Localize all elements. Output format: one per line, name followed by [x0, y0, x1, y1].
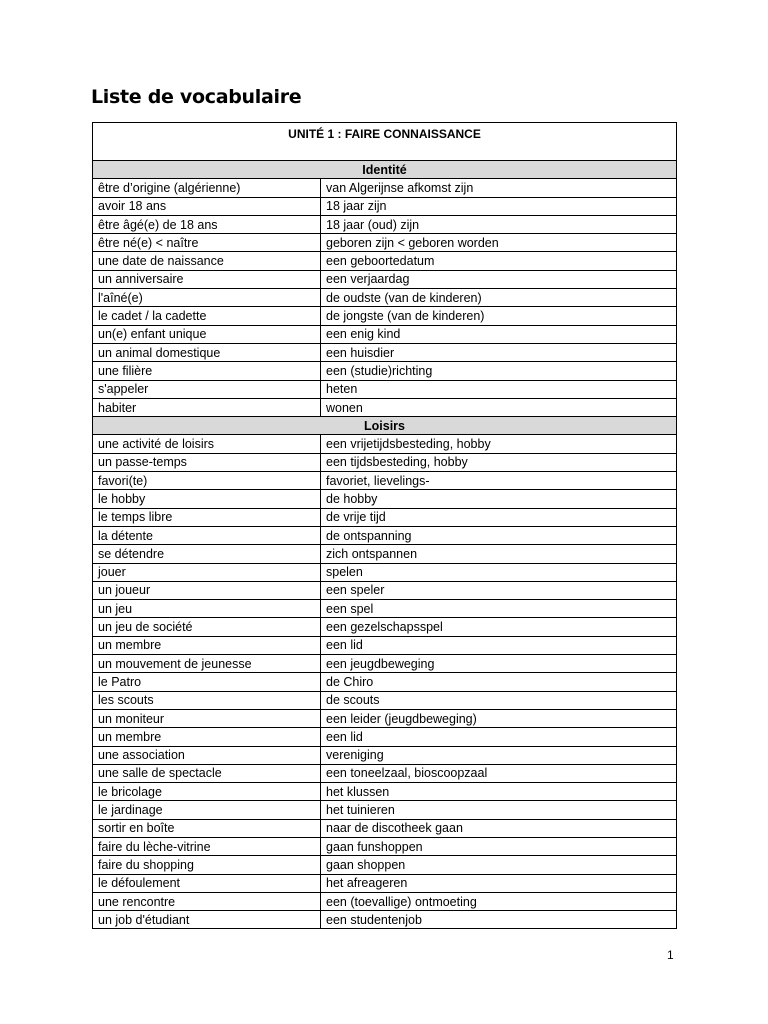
- dutch-translation: de hobby: [321, 490, 677, 508]
- french-term: habiter: [93, 398, 321, 416]
- table-row: [93, 673, 677, 691]
- french-term: le défoulement: [93, 874, 321, 892]
- dutch-translation: een vrijetijdsbesteding, hobby: [321, 435, 677, 453]
- table-row: [93, 691, 677, 709]
- french-term: un animal domestique: [93, 343, 321, 361]
- dutch-translation: gaan shoppen: [321, 856, 677, 874]
- dutch-translation: 18 jaar zijn: [321, 197, 677, 215]
- dutch-translation: van Algerijnse afkomst zijn: [321, 179, 677, 197]
- table-row: [93, 179, 677, 197]
- table-row: [93, 197, 677, 215]
- table-row: [93, 545, 677, 563]
- table-row: [93, 270, 677, 288]
- unit-title: UNITÉ 1 : FAIRE CONNAISSANCE: [93, 123, 677, 161]
- section-heading-row: [93, 161, 677, 179]
- section-heading: Identité: [93, 161, 677, 179]
- table-row: [93, 490, 677, 508]
- table-row: [93, 746, 677, 764]
- table-row: [93, 453, 677, 471]
- dutch-translation: een spel: [321, 600, 677, 618]
- dutch-translation: de Chiro: [321, 673, 677, 691]
- french-term: une association: [93, 746, 321, 764]
- french-term: jouer: [93, 563, 321, 581]
- dutch-translation: een studentenjob: [321, 911, 677, 929]
- table-row: [93, 837, 677, 855]
- french-term: sortir en boîte: [93, 819, 321, 837]
- french-term: l'aîné(e): [93, 289, 321, 307]
- table-row: [93, 819, 677, 837]
- french-term: un moniteur: [93, 709, 321, 727]
- unit-title-row: [93, 123, 677, 161]
- vocabulary-table-body: [93, 123, 677, 929]
- dutch-translation: een enig kind: [321, 325, 677, 343]
- french-term: faire du shopping: [93, 856, 321, 874]
- table-row: [93, 728, 677, 746]
- french-term: s'appeler: [93, 380, 321, 398]
- french-term: le jardinage: [93, 801, 321, 819]
- french-term: un jeu: [93, 600, 321, 618]
- french-term: se détendre: [93, 545, 321, 563]
- dutch-translation: een speler: [321, 581, 677, 599]
- table-row: [93, 709, 677, 727]
- dutch-translation: het tuinieren: [321, 801, 677, 819]
- table-row: [93, 636, 677, 654]
- dutch-translation: de jongste (van de kinderen): [321, 307, 677, 325]
- table-row: [93, 874, 677, 892]
- vocabulary-table: [92, 122, 677, 929]
- french-term: un job d'étudiant: [93, 911, 321, 929]
- dutch-translation: naar de discotheek gaan: [321, 819, 677, 837]
- table-row: [93, 783, 677, 801]
- dutch-translation: een huisdier: [321, 343, 677, 361]
- dutch-translation: de scouts: [321, 691, 677, 709]
- french-term: un membre: [93, 636, 321, 654]
- table-row: [93, 380, 677, 398]
- dutch-translation: de ontspanning: [321, 526, 677, 544]
- dutch-translation: geboren zijn < geboren worden: [321, 234, 677, 252]
- table-row: [93, 289, 677, 307]
- french-term: une filière: [93, 362, 321, 380]
- table-row: [93, 655, 677, 673]
- table-row: [93, 911, 677, 929]
- french-term: une rencontre: [93, 892, 321, 910]
- dutch-translation: een jeugdbeweging: [321, 655, 677, 673]
- table-row: [93, 435, 677, 453]
- table-row: [93, 215, 677, 233]
- dutch-translation: een (toevallige) ontmoeting: [321, 892, 677, 910]
- dutch-translation: het afreageren: [321, 874, 677, 892]
- french-term: la détente: [93, 526, 321, 544]
- table-row: [93, 362, 677, 380]
- dutch-translation: de oudste (van de kinderen): [321, 289, 677, 307]
- french-term: un joueur: [93, 581, 321, 599]
- french-term: un membre: [93, 728, 321, 746]
- french-term: le hobby: [93, 490, 321, 508]
- table-row: [93, 618, 677, 636]
- french-term: une activité de loisirs: [93, 435, 321, 453]
- dutch-translation: zich ontspannen: [321, 545, 677, 563]
- dutch-translation: een gezelschapsspel: [321, 618, 677, 636]
- dutch-translation: een toneelzaal, bioscoopzaal: [321, 764, 677, 782]
- french-term: un jeu de société: [93, 618, 321, 636]
- dutch-translation: een tijdsbesteding, hobby: [321, 453, 677, 471]
- dutch-translation: gaan funshoppen: [321, 837, 677, 855]
- french-term: favori(te): [93, 472, 321, 490]
- french-term: être âgé(e) de 18 ans: [93, 215, 321, 233]
- table-row: [93, 307, 677, 325]
- table-row: [93, 801, 677, 819]
- dutch-translation: wonen: [321, 398, 677, 416]
- table-row: [93, 472, 677, 490]
- french-term: une date de naissance: [93, 252, 321, 270]
- table-row: [93, 234, 677, 252]
- table-row: [93, 343, 677, 361]
- dutch-translation: heten: [321, 380, 677, 398]
- dutch-translation: vereniging: [321, 746, 677, 764]
- french-term: être né(e) < naître: [93, 234, 321, 252]
- table-row: [93, 398, 677, 416]
- table-row: [93, 856, 677, 874]
- french-term: avoir 18 ans: [93, 197, 321, 215]
- table-row: [93, 581, 677, 599]
- dutch-translation: 18 jaar (oud) zijn: [321, 215, 677, 233]
- french-term: le Patro: [93, 673, 321, 691]
- dutch-translation: een lid: [321, 636, 677, 654]
- french-term: un passe-temps: [93, 453, 321, 471]
- french-term: le cadet / la cadette: [93, 307, 321, 325]
- section-heading-row: [93, 417, 677, 435]
- dutch-translation: een (studie)richting: [321, 362, 677, 380]
- french-term: faire du lèche-vitrine: [93, 837, 321, 855]
- dutch-translation: een lid: [321, 728, 677, 746]
- table-row: [93, 526, 677, 544]
- table-row: [93, 892, 677, 910]
- dutch-translation: de vrije tijd: [321, 508, 677, 526]
- table-row: [93, 252, 677, 270]
- dutch-translation: het klussen: [321, 783, 677, 801]
- french-term: être d’origine (algérienne): [93, 179, 321, 197]
- french-term: le temps libre: [93, 508, 321, 526]
- french-term: un(e) enfant unique: [93, 325, 321, 343]
- dutch-translation: favoriet, lievelings-: [321, 472, 677, 490]
- section-heading: Loisirs: [93, 417, 677, 435]
- page-title: Liste de vocabulaire: [91, 86, 302, 108]
- table-row: [93, 764, 677, 782]
- page-number: 1: [667, 948, 674, 962]
- table-row: [93, 563, 677, 581]
- dutch-translation: spelen: [321, 563, 677, 581]
- french-term: un anniversaire: [93, 270, 321, 288]
- french-term: les scouts: [93, 691, 321, 709]
- table-row: [93, 508, 677, 526]
- french-term: le bricolage: [93, 783, 321, 801]
- dutch-translation: een geboortedatum: [321, 252, 677, 270]
- dutch-translation: een leider (jeugdbeweging): [321, 709, 677, 727]
- dutch-translation: een verjaardag: [321, 270, 677, 288]
- table-row: [93, 325, 677, 343]
- table-row: [93, 600, 677, 618]
- french-term: une salle de spectacle: [93, 764, 321, 782]
- french-term: un mouvement de jeunesse: [93, 655, 321, 673]
